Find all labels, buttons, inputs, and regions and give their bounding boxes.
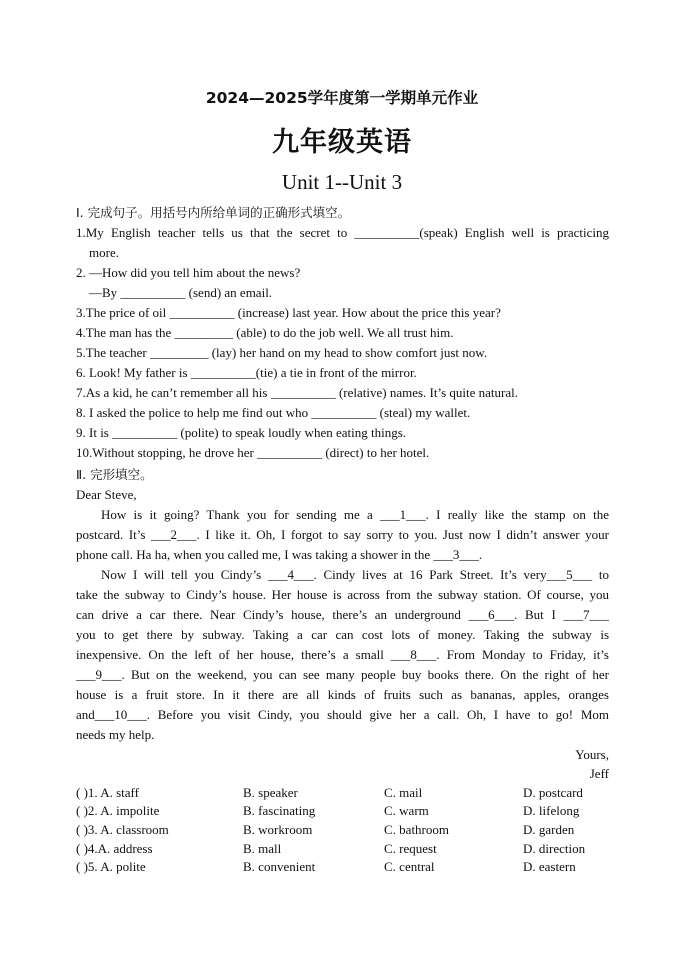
question-4: 4.The man has the _________ (able) to do the job well. We all trust him. [76, 325, 454, 340]
option-row [76, 840, 609, 858]
option-d: D. lifelong [523, 803, 580, 818]
letter-paragraph-2-line: you to get there by subway. Taking a car can cost lots of money. Taking the subway is [76, 627, 609, 642]
letter-paragraph-2-line: inexpensive. On the left of her house, there’s a small ___8___. From Monday to Friday, it’s [76, 647, 609, 662]
question-8: 8. I asked the police to help me find out who __________ (steal) my wallet. [76, 405, 471, 420]
question-6: 6. Look! My father is __________(tie) a tie in front of the mirror. [76, 365, 417, 380]
option-c: C. request [384, 841, 437, 856]
unit-subtitle: Unit 1--Unit 3 [281, 170, 403, 194]
option-b: B. workroom [243, 822, 313, 837]
option-d: D. direction [523, 841, 586, 856]
letter-closing: Yours, [575, 747, 609, 762]
question-7: 7.As a kid, he can’t remember all his __________ (relative) names. It’s quite natural. [76, 385, 518, 400]
option-d: D. garden [523, 822, 575, 837]
school-year-heading: 2024—2025学年度第一学期单元作业 [205, 89, 479, 107]
question-2: 2. —How did you tell him about the news? [76, 265, 301, 280]
option-row [76, 858, 609, 876]
option-c: C. bathroom [384, 822, 449, 837]
letter-salutation: Dear Steve, [76, 487, 137, 502]
question-5: 5.The teacher _________ (lay) her hand on my head to show comfort just now. [76, 345, 488, 360]
option-c: C. central [384, 859, 435, 874]
option-row [76, 821, 609, 839]
option-d: D. eastern [523, 859, 576, 874]
letter-paragraph-2-line: ___9___. But on the weekend, you can see many people buy books there. On the right of her [76, 667, 609, 682]
option-question: ( )2. A. impolite [76, 803, 160, 818]
letter-paragraph-1-line: How is it going? Thank you for sending me a ___1___. I really like the stamp on the [101, 507, 609, 522]
option-c: C. warm [384, 803, 429, 818]
section-1-heading: Ⅰ. 完成句子。用括号内所给单词的正确形式填空。 [76, 205, 351, 220]
question-9: 9. It is __________ (polite) to speak loudly when eating things. [76, 425, 407, 440]
option-question: ( )1. A. staff [76, 785, 139, 800]
question-1: 1.My English teacher tells us that the secret to __________(speak) English well is practicing [76, 225, 609, 240]
option-c: C. mail [384, 785, 423, 800]
option-row [76, 802, 609, 820]
question-1-continued: more. [89, 245, 119, 260]
section-2-heading: Ⅱ. 完形填空。 [76, 467, 153, 482]
letter-paragraph-1-line: postcard. It’s ___2___. I like it. Oh, I forgot to say sorry to you. Just now I didn’t answer your [76, 527, 609, 542]
option-b: B. speaker [243, 785, 298, 800]
letter-paragraph-2-line: and___10___. Before you visit Cindy, you should give her a call. Oh, I have to go! Mom [76, 707, 609, 722]
question-2-answer: —By __________ (send) an email. [89, 285, 273, 300]
letter-paragraph-2-line: house is a fruit store. In it there are all kinds of fruits such as bananas, apples, oranges [76, 687, 609, 702]
option-b: B. convenient [243, 859, 316, 874]
option-row [76, 784, 609, 802]
question-10: 10.Without stopping, he drove her __________ (direct) to her hotel. [76, 445, 430, 460]
letter-signer: Jeff [589, 766, 609, 781]
letter-paragraph-1-line: phone call. Ha ha, when you called me, I was taking a shower in the ___3___. [76, 547, 483, 562]
option-question: ( )5. A. polite [76, 859, 146, 874]
option-b: B. fascinating [243, 803, 316, 818]
letter-paragraph-2-line: can drive a car there. Near Cindy’s house, there’s an underground ___6___. But I ___7___ [76, 607, 609, 622]
letter-paragraph-2-line: Now I will tell you Cindy’s ___4___. Cindy lives at 16 Park Street. It’s very___5___ to [101, 567, 609, 582]
question-3: 3.The price of oil __________ (increase) last year. How about the price this year? [76, 305, 501, 320]
letter-paragraph-2-line: needs my help. [76, 727, 155, 742]
option-question: ( )3. A. classroom [76, 822, 169, 837]
option-question: ( )4.A. address [76, 841, 153, 856]
page-title: 九年级英语 [272, 127, 412, 158]
option-d: D. postcard [523, 785, 583, 800]
letter-paragraph-2-line: take the subway to Cindy’s house. Her house is across from the subway station. Of course, you [76, 587, 609, 602]
option-b: B. mall [243, 841, 282, 856]
